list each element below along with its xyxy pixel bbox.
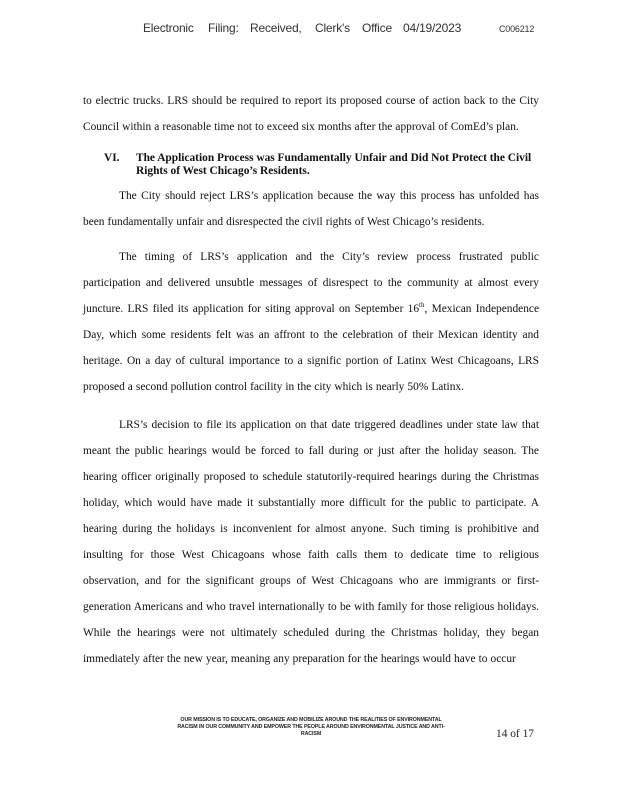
header-clerks: Clerk's: [315, 21, 350, 35]
paragraph-timing-text-b: , Mexican Independence Day, which some residents felt was an affront to the celebration of their Mexican identity and heritage. On a day of cultural importance to a signific portion of Latinx West Chicagoans, LRS proposed a second pollution control facility in the city which is nearly 50% Latinx.: [83, 303, 540, 393]
paragraph-continued: [83, 88, 539, 140]
section-heading-number: VI.: [104, 152, 120, 164]
ordinal-superscript: th: [419, 301, 425, 310]
header-office: Office: [362, 21, 392, 35]
paragraph-timing: [83, 244, 539, 400]
page-number: 14 of 17: [496, 728, 534, 740]
paragraph-intro: [83, 183, 539, 235]
header-document-code: C006212: [499, 24, 535, 34]
paragraph-deadlines-text: LRS’s decision to file its application on that date triggered deadlines under state law that meant the public hearings would be forced to fall during or just after the holiday season. The hearing officer originally proposed to schedule statutorily-required hearings during the Christmas holiday, which would have made it substantially more difficult for the public to participate. A hearing during the holidays is inconvenient for almost anyone. Such timing is prohibitive and insulting for those West Chicagoans whose faith calls them to dedicate time to religious observation, and for the significant groups of West Chicagoans who are immigrants or first-generation Americans and who travel internationally to be with family for those religious holidays. While the hearings were not ultimately scheduled during the Christmas holiday, they began immediately after the new year, meaning any preparation for the hearings would have to occur: [83, 419, 539, 665]
paragraph-continued-text: to electric trucks. LRS should be required to report its proposed course of action back to the City Council within a reasonable time not to exceed six months after the approval of ComEd’s plan.: [83, 95, 539, 133]
paragraph-intro-text: The City should reject LRS’s application because the way this process has unfolded has been fundamentally unfair and disrespected the civil rights of West Chicago’s residents.: [83, 190, 539, 228]
header-date: 04/19/2023: [403, 21, 462, 35]
filing-header: [0, 21, 618, 37]
mission-statement: OUR MISSION IS TO EDUCATE, ORGANIZE AND MOBILIZE AROUND THE REALITIES OF ENVIRONMENTAL RACISM IN OUR COMMUNITY AND EMPOWER THE PEOPLE AROUND ENVIRONMENTAL JUSTICE AND ANTI-RACISM: [177, 717, 445, 737]
paragraph-timing-text-a: The timing of LRS’s application and the City’s review process frustrated public participation and delivered unsubtle messages of disrespect to the community at almost every juncture. LRS filed its application for siting approval on September 16: [83, 251, 539, 315]
paragraph-deadlines: [83, 412, 539, 672]
header-filing: Filing:: [208, 21, 239, 35]
header-electronic: Electronic: [143, 21, 194, 35]
section-heading-title: The Application Process was Fundamentally Unfair and Did Not Protect the Civil Rights of West Chicago’s Residents.: [136, 152, 532, 177]
header-received: Received,: [250, 21, 302, 35]
